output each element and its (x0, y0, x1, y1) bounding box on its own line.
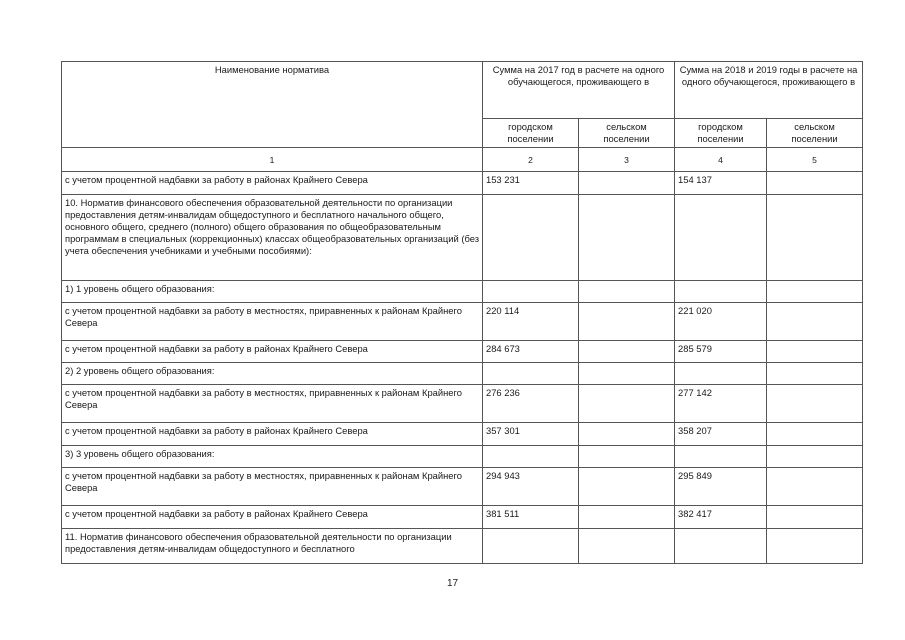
column-number: 2 (483, 148, 579, 172)
value-2017-urban (483, 529, 579, 564)
value-2018-urban (675, 281, 767, 303)
value-2018-rural (767, 172, 863, 195)
table-row (62, 303, 863, 341)
value-2017-urban (483, 446, 579, 468)
table-row (62, 172, 863, 195)
value-2017-urban (483, 281, 579, 303)
table-row (62, 506, 863, 529)
table-body (62, 148, 863, 564)
table-row (62, 468, 863, 506)
value-2017-rural (579, 281, 675, 303)
norm-name-cell: 2) 2 уровень общего образования: (62, 363, 483, 385)
value-2018-urban (675, 363, 767, 385)
norm-name-cell: с учетом процентной надбавки за работу в местностях, приравненных к районам Крайнего Севера (62, 468, 483, 506)
value-2018-urban: 295 849 (675, 468, 767, 506)
value-2017-urban: 294 943 (483, 468, 579, 506)
norm-name-cell: 3) 3 уровень общего образования: (62, 446, 483, 468)
table-row (62, 363, 863, 385)
value-2018-rural (767, 468, 863, 506)
table-row (62, 446, 863, 468)
value-2017-rural (579, 529, 675, 564)
value-2017-urban (483, 195, 579, 281)
value-2018-urban (675, 529, 767, 564)
header-2017-urban: городском поселении (483, 119, 579, 148)
value-2018-urban: 221 020 (675, 303, 767, 341)
norm-name-cell: с учетом процентной надбавки за работу в районах Крайнего Севера (62, 172, 483, 195)
norm-name-cell: с учетом процентной надбавки за работу в районах Крайнего Севера (62, 423, 483, 446)
value-2018-rural (767, 529, 863, 564)
value-2017-urban: 153 231 (483, 172, 579, 195)
value-2017-rural (579, 195, 675, 281)
header-2017-amount: Сумма на 2017 год в расчете на одного обучающегося, проживающего в (483, 62, 675, 119)
value-2018-rural (767, 423, 863, 446)
header-2018-rural: сельском поселении (767, 119, 863, 148)
norm-name-cell: с учетом процентной надбавки за работу в районах Крайнего Севера (62, 341, 483, 363)
table-row (62, 195, 863, 281)
value-2018-urban: 277 142 (675, 385, 767, 423)
header-2017-rural: сельском поселении (579, 119, 675, 148)
value-2017-rural (579, 506, 675, 529)
standards-table (61, 61, 863, 564)
header-2018-2019-amount: Сумма на 2018 и 2019 годы в расчете на одного обучающегося, проживающего в (675, 62, 863, 119)
norm-name-cell: с учетом процентной надбавки за работу в местностях, приравненных к районам Крайнего Севера (62, 385, 483, 423)
table-row (62, 529, 863, 564)
value-2018-rural (767, 446, 863, 468)
value-2017-urban: 276 236 (483, 385, 579, 423)
value-2018-rural (767, 195, 863, 281)
value-2017-rural (579, 341, 675, 363)
value-2018-rural (767, 341, 863, 363)
column-number-row (62, 148, 863, 172)
norm-name-cell: 11. Норматив финансового обеспечения образовательной деятельности по организации предоставления детям-инвалидам общедоступного и бесплатного (62, 529, 483, 564)
table-row (62, 423, 863, 446)
value-2018-rural (767, 506, 863, 529)
norm-name-cell: с учетом процентной надбавки за работу в местностях, приравненных к районам Крайнего Севера (62, 303, 483, 341)
value-2018-rural (767, 363, 863, 385)
value-2017-urban: 220 114 (483, 303, 579, 341)
table-row (62, 341, 863, 363)
value-2017-rural (579, 446, 675, 468)
norm-name-cell: 10. Норматив финансового обеспечения образовательной деятельности по организации предоставления детям-инвалидам общедоступного и бесплатного начального общего, основного общего, среднего (полного) общего образования по общеобразовательным программам в специальных (коррекционных) классах общеобразовательных организаций (без учета обеспечения учебниками и учебными пособиями): (62, 195, 483, 281)
header-standard-name: Наименование норматива (62, 62, 483, 148)
value-2017-rural (579, 468, 675, 506)
value-2018-urban: 154 137 (675, 172, 767, 195)
column-number: 5 (767, 148, 863, 172)
value-2017-rural (579, 363, 675, 385)
page-number: 17 (446, 578, 459, 589)
value-2017-urban: 357 301 (483, 423, 579, 446)
value-2017-urban: 284 673 (483, 341, 579, 363)
value-2018-urban (675, 446, 767, 468)
header-2018-urban: городском поселении (675, 119, 767, 148)
value-2017-urban (483, 363, 579, 385)
table-row (62, 385, 863, 423)
value-2018-rural (767, 303, 863, 341)
value-2017-urban: 381 511 (483, 506, 579, 529)
value-2017-rural (579, 172, 675, 195)
value-2017-rural (579, 423, 675, 446)
value-2017-rural (579, 303, 675, 341)
table-row (62, 281, 863, 303)
value-2018-urban: 285 579 (675, 341, 767, 363)
value-2018-urban: 358 207 (675, 423, 767, 446)
norm-name-cell: с учетом процентной надбавки за работу в районах Крайнего Севера (62, 506, 483, 529)
value-2018-rural (767, 281, 863, 303)
value-2018-urban: 382 417 (675, 506, 767, 529)
column-number: 4 (675, 148, 767, 172)
value-2018-rural (767, 385, 863, 423)
column-number: 3 (579, 148, 675, 172)
norm-name-cell: 1) 1 уровень общего образования: (62, 281, 483, 303)
value-2017-rural (579, 385, 675, 423)
value-2018-urban (675, 195, 767, 281)
column-number: 1 (62, 148, 483, 172)
